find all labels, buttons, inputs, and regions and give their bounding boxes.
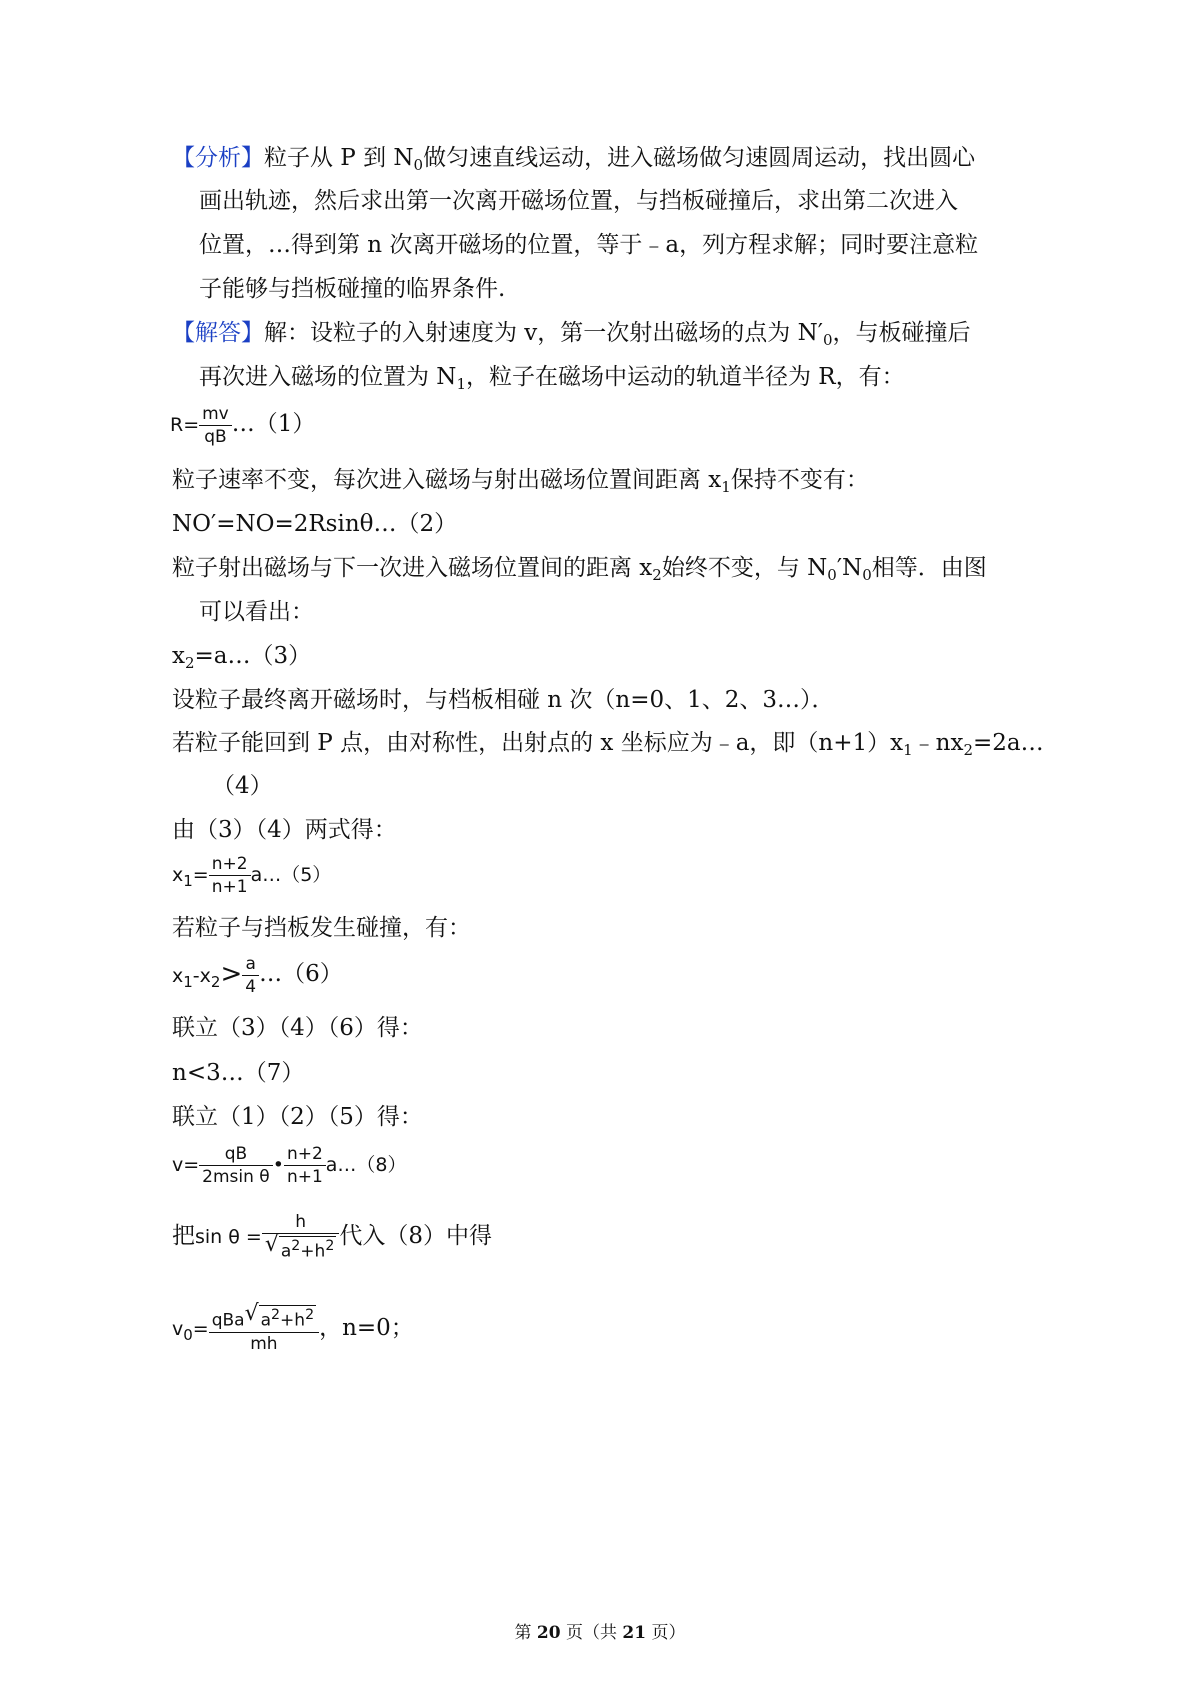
sqrt-symbol: √ $a^2+h^2$ <box>244 1301 315 1331</box>
equation-3: $x_2=a\dots(3)$ <box>172 643 312 672</box>
fraction: $\frac{mv}{qB}$ <box>199 405 232 446</box>
equation-5: $x_1=$ $\frac{n+2}{n+1}$ a…（5） <box>172 853 332 897</box>
solution-line-2: 再次进入磁场的位置为 $N_1$，粒子在磁场中运动的轨道半径为 R，有： <box>199 364 905 393</box>
solution-line-8: 若粒子与挡板发生碰撞，有： <box>172 915 471 941</box>
analysis-line-3: 位置，…得到第 n 次离开磁场的位置，等于﹣a，列方程求解；同时要注意粒 <box>199 232 979 258</box>
solution-line-6: 若粒子能回到 P 点，由对称性，出射点的 x 坐标应为﹣a，即$(n+1)x_1﹣nx_2=2a\dots$ <box>172 730 1044 759</box>
page-total: 21 <box>622 1623 647 1643</box>
solution-line-3: 粒子速率不变，每次进入磁场与射出磁场位置间距离 $x_1$保持不变有： <box>172 467 869 496</box>
solution-line-5: 设粒子最终离开磁场时，与档板相碰 n 次（n=0、1、2、3…）． <box>172 687 835 713</box>
page-footer: 第 20 页（共 21 页） <box>514 1623 686 1643</box>
solution-line-10: 联立（1）（2）（5）得： <box>172 1104 423 1130</box>
fraction: $\frac{a}{4}$ <box>242 955 259 996</box>
page-number: 20 <box>536 1623 561 1643</box>
equation-8: v= $\frac{qB}{\text{2msin θ}}$ • $\frac{n+2}{n+1}$ a…（8） <box>172 1143 407 1187</box>
equation-10: $v_0=$ qBa √ $a^2+h^2$ mh ，n=0； <box>172 1301 414 1354</box>
solution-line-7: 由（3）（4）两式得： <box>172 817 397 843</box>
analysis-line-1: 【分析】粒子从 P 到 $N_0$做匀速直线运动，进入磁场做匀速圆周运动，找出圆心 <box>172 145 976 174</box>
fraction: $\frac{qB}{\text{2msin θ}}$ <box>199 1145 273 1186</box>
solution-line-6b: （4） <box>212 773 273 799</box>
solution-line-9: 联立（3）（4）（6）得： <box>172 1015 423 1041</box>
analysis-tag: 【分析】 <box>172 145 264 171</box>
analysis-line-2: 画出轨迹，然后求出第一次离开磁场位置，与挡板碰撞后，求出第二次进入 <box>199 188 958 214</box>
fraction: $\frac{n+2}{n+1}$ <box>209 855 251 896</box>
fraction: h √ $a^2+h^2$ <box>262 1213 339 1261</box>
equation-1: R= $\frac{mv}{qB}$ …（1） <box>170 403 316 447</box>
equation-7: n<3…（7） <box>172 1060 305 1086</box>
equation-2: NO′=NO=2Rsinθ…（2） <box>172 511 458 537</box>
sqrt-symbol: √ $a^2+h^2$ <box>264 1232 335 1262</box>
fraction: qBa √ $a^2+h^2$ mh <box>209 1305 319 1353</box>
solution-tag: 【解答】 <box>172 320 264 346</box>
analysis-line-4: 子能够与挡板碰撞的临界条件. <box>199 276 506 302</box>
solution-line-4: 粒子射出磁场与下一次进入磁场位置间的距离 $x_2$始终不变，与 $N_0'N_0$相等．由图 <box>172 555 987 584</box>
fraction: $\frac{n+2}{n+1}$ <box>284 1145 326 1186</box>
equation-6: $x_1-x_2>$ $\frac{a}{4}$ …（6） <box>172 953 343 997</box>
solution-line-4b: 可以看出： <box>199 599 314 625</box>
equation-9: 把sin θ = h √ $a^2+h^2$ 代入（8）中得 <box>172 1212 492 1262</box>
solution-line-1: 【解答】解：设粒子的入射速度为 v，第一次射出磁场的点为 $N'_0$，与板碰撞后 <box>172 320 971 349</box>
